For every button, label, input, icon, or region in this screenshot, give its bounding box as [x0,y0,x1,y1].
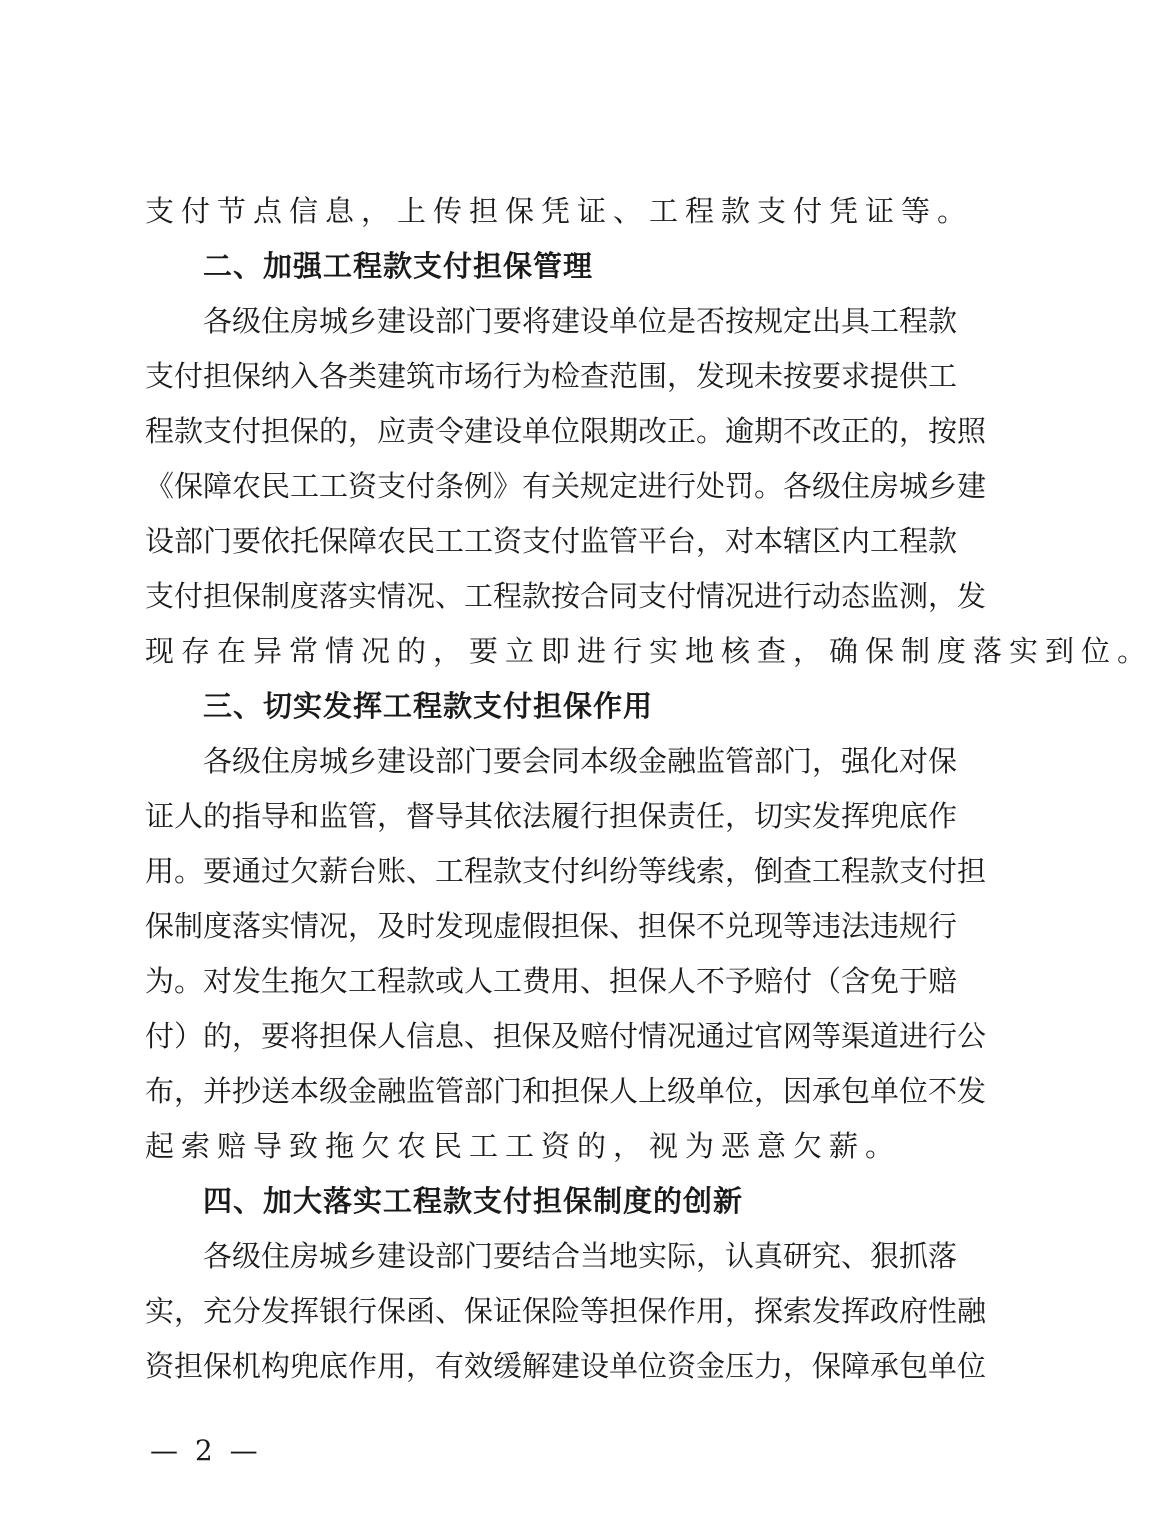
text-line: 起索赔导致拖欠农民工工资的，视为恶意欠薪。 [145,1129,902,1163]
text-line: 程款支付担保的，应责令建设单位限期改正。逾期不改正的，按照 [145,414,987,448]
text-line: 支付节点信息，上传担保凭证、工程款支付凭证等。 [145,194,974,228]
text-line: 资担保机构兜底作用，有效缓解建设单位资金压力，保障承包单位 [145,1349,987,1383]
text-line: 保制度落实情况，及时发现虚假担保、担保不兑现等违法违规行 [145,909,958,943]
section-heading-4: 四、加大落实工程款支付担保制度的创新 [203,1184,744,1218]
text-line: 布，并抄送本级金融监管部门和担保人上级单位，因承包单位不发 [145,1074,987,1108]
text-line: 用。要通过欠薪台账、工程款支付纠纷等线索，倒查工程款支付担 [145,854,987,888]
section-heading-3: 三、切实发挥工程款支付担保作用 [203,689,654,723]
text-line: 现存在异常情况的，要立即进行实地核查，确保制度落实到位。 [145,634,1153,668]
page-number: — 2 — [150,1434,262,1467]
text-line: 支付担保纳入各类建筑市场行为检查范围，发现未按要求提供工 [145,359,958,393]
text-line: 付）的，要将担保人信息、担保及赔付情况通过官网等渠道进行公 [145,1019,987,1053]
text-line: 支付担保制度落实情况、工程款按合同支付情况进行动态监测，发 [145,579,987,613]
text-line: 各级住房城乡建设部门要会同本级金融监管部门，强化对保 [203,744,958,778]
text-line: 设部门要依托保障农民工工资支付监管平台，对本辖区内工程款 [145,524,958,558]
text-line: 各级住房城乡建设部门要将建设单位是否按规定出具工程款 [203,304,958,338]
text-line: 各级住房城乡建设部门要结合当地实际，认真研究、狠抓落 [203,1239,958,1273]
text-line: 《保障农民工工资支付条例》有关规定进行处罚。各级住房城乡建 [145,469,987,503]
text-line: 为。对发生拖欠工程款或人工费用、担保人不予赔付（含免于赔 [145,964,958,998]
text-line: 证人的指导和监管，督导其依法履行担保责任，切实发挥兜底作 [145,799,958,833]
section-heading-2: 二、加强工程款支付担保管理 [203,249,594,283]
text-line: 实，充分发挥银行保函、保证保险等担保作用，探索发挥政府性融 [145,1294,987,1328]
